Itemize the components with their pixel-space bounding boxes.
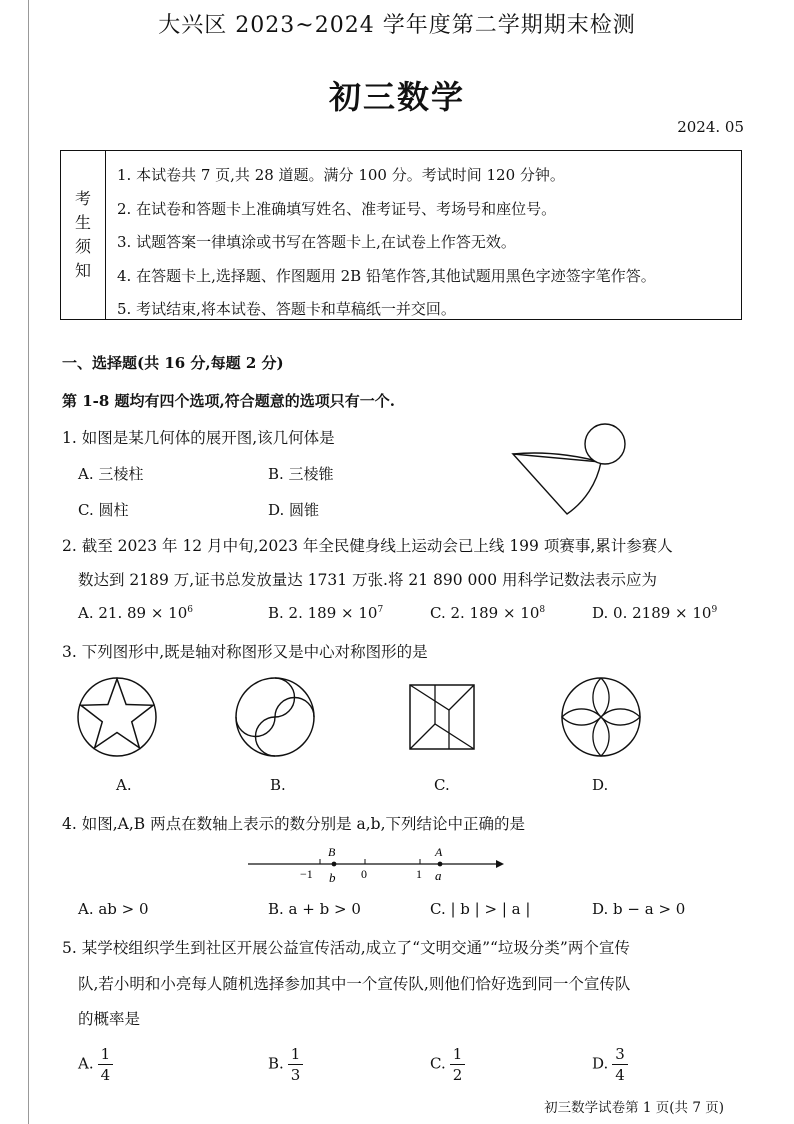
question-4: 4. 如图,A,B 两点在数轴上表示的数分别是 a,b,下列结论中正确的是 xyxy=(62,815,526,833)
q5-option-a: A. $\frac{1}{4}$ xyxy=(78,1044,113,1085)
question-5-line2: 队,若小明和小亮每人随机选择参加其中一个宣传队,则他们恰好选到同一个宣传队 xyxy=(78,975,631,993)
tick-label-0: 0 xyxy=(361,867,367,881)
page-title: 初三数学 xyxy=(328,78,465,116)
q1-option-d: D. 圆锥 xyxy=(268,501,320,519)
point-a-label: A xyxy=(435,845,443,859)
star-in-circle-figure xyxy=(76,676,158,758)
question-5-line1: 5. 某学校组织学生到社区开展公益宣传活动,成立了“文明交通”“垃圾分类”两个宣传 xyxy=(62,939,630,957)
q4-option-b: B. a + b > 0 xyxy=(268,900,361,918)
q2-option-c: C. 2. $189 \times 10^8$ xyxy=(430,604,546,622)
q5-option-d: D. $\frac{3}{4}$ xyxy=(592,1044,628,1085)
cone-net-figure xyxy=(505,420,635,520)
notice-items xyxy=(117,159,656,327)
notice-item: 4. 在答题卡上,选择题、作图题用 2B 铅笔作答,其他试题用黑色字迹签字笔作答。 xyxy=(117,266,656,285)
section-instruction: 第 1-8 题均有四个选项,符合题意的选项只有一个. xyxy=(62,392,395,410)
exam-name: 大兴区 2023~2024 学年度第二学期期末检测 xyxy=(158,13,636,38)
q4-option-a: A. ab > 0 xyxy=(78,900,149,918)
question-1: 1. 如图是某几何体的展开图,该几何体是 xyxy=(62,429,335,447)
q2-option-d: D. 0. $2189 \times 10^9$ xyxy=(592,604,718,622)
pinwheel-circle-figure xyxy=(234,676,316,758)
number-line-figure xyxy=(240,840,510,886)
q1-option-a: A. 三棱柱 xyxy=(78,465,144,483)
q5-option-b: B. $\frac{1}{3}$ xyxy=(268,1044,303,1085)
value-a-label: a xyxy=(435,868,442,883)
page-footer: 初三数学试卷第 1 页(共 7 页) xyxy=(544,1100,724,1116)
exam-date: 2024. 05 xyxy=(677,118,744,136)
tick-label-1: 1 xyxy=(416,867,422,881)
q3-option-c: C. xyxy=(434,776,450,794)
value-b-label: b xyxy=(329,870,336,885)
q1-option-c: C. 圆柱 xyxy=(78,501,129,519)
section-heading: 一、选择题(共 16 分,每题 2 分) xyxy=(62,354,284,372)
point-b-label: B xyxy=(328,845,336,859)
q5-option-c: C. $\frac{1}{2}$ xyxy=(430,1044,465,1085)
q4-option-c: C. | b | > | a | xyxy=(430,900,531,918)
question-2-line2: 数达到 2189 万,证书总发放量达 1731 万张.将 21 890 000 用科学记数法表示应为 xyxy=(78,571,658,589)
q2-option-a: A. 21. $89 \times 10^6$ xyxy=(78,604,194,622)
notice-box xyxy=(60,150,742,320)
q3-option-a: A. xyxy=(116,776,132,794)
notice-item: 3. 试题答案一律填涂或书写在答题卡上,在试卷上作答无效。 xyxy=(117,233,516,251)
binding-line xyxy=(28,0,29,1124)
question-5-line3: 的概率是 xyxy=(78,1010,141,1028)
q1-option-b: B. 三棱锥 xyxy=(268,465,334,483)
question-3: 3. 下列图形中,既是轴对称图形又是中心对称图形的是 xyxy=(62,643,428,661)
four-petal-circle-figure xyxy=(560,676,642,758)
q3-option-b: B. xyxy=(270,776,286,794)
q4-option-d: D. b − a > 0 xyxy=(592,900,686,918)
tick-label-minus1: −1 xyxy=(300,867,313,881)
notice-label: 考 生 须 知 xyxy=(61,151,106,319)
notice-item: 2. 在试卷和答题卡上准确填写姓名、准考证号、考场号和座位号。 xyxy=(117,199,557,218)
q3-option-d: D. xyxy=(592,776,609,794)
square-pinwheel-figure xyxy=(409,684,475,750)
notice-item: 1. 本试卷共 7 页,共 28 道题。满分 100 分。考试时间 120 分钟。 xyxy=(117,166,565,184)
q2-option-b: B. 2. $189 \times 10^7$ xyxy=(268,604,384,622)
notice-item: 5. 考试结束,将本试卷、答题卡和草稿纸一并交回。 xyxy=(117,300,456,318)
question-2-line1: 2. 截至 2023 年 12 月中旬,2023 年全民健身线上运动会已上线 199 项赛事,累计参赛人 xyxy=(62,537,673,555)
